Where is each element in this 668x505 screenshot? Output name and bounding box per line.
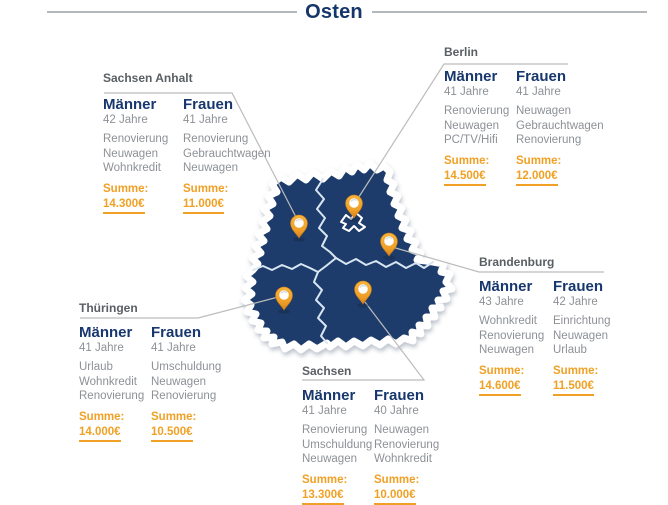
interest-item: Wohnkredit (374, 453, 432, 465)
region-panel-sachsen (302, 364, 439, 505)
region-name: Brandenburg (479, 255, 555, 269)
interest-item: Wohnkredit (79, 375, 137, 388)
region-columns (479, 279, 611, 396)
summe-value-wrap (516, 168, 604, 186)
group-interests (79, 360, 145, 404)
summe-label: Summe: (444, 154, 490, 167)
interest-item: Renovierung (444, 105, 510, 117)
group-age: 41 Jahre (151, 342, 196, 354)
group-column-maenner (302, 387, 373, 505)
region-name: Thüringen (79, 301, 138, 315)
group-age: 42 Jahre (103, 114, 148, 126)
summe-label: Summe: (103, 182, 149, 195)
group-age: 41 Jahre (79, 342, 124, 354)
summe-value-wrap (151, 424, 221, 442)
interest-item: Neuwagen (516, 105, 571, 117)
interest-item: Renovierung (374, 438, 440, 451)
summe-label: Summe: (79, 410, 125, 423)
summe-value-wrap (183, 196, 271, 214)
group-label: Frauen (183, 96, 234, 113)
group-column-maenner (79, 324, 145, 442)
region-panel-brandenburg (479, 255, 611, 396)
summe-value: 10.000€ (374, 488, 416, 505)
interest-item: Neuwagen (302, 453, 357, 465)
interest-item: Neuwagen (183, 162, 238, 174)
summe-label: Summe: (151, 410, 197, 423)
group-age: 40 Jahre (374, 405, 419, 417)
group-interests (103, 132, 173, 176)
region-columns (444, 69, 604, 186)
group-label: Frauen (516, 68, 567, 85)
summe-value-wrap (79, 424, 141, 442)
map-outline (244, 163, 452, 350)
interest-item: Renovierung (479, 329, 545, 342)
interest-item: Wohnkredit (103, 162, 161, 174)
interest-item: Umschuldung (302, 438, 373, 451)
interest-item: Gebrauchtwagen (516, 119, 604, 132)
interest-item: PC/TV/Hifi (444, 134, 498, 146)
group-label: Männer (103, 96, 157, 113)
group-label: Frauen (553, 278, 604, 295)
interest-item: Neuwagen (374, 424, 429, 436)
region-columns (79, 325, 221, 442)
map-east-germany (244, 163, 452, 350)
interest-item: Renovierung (151, 390, 217, 402)
interest-item: Neuwagen (444, 119, 499, 132)
group-age: 41 Jahre (183, 114, 228, 126)
summe-label: Summe: (302, 473, 348, 486)
group-label: Frauen (151, 324, 202, 341)
interest-item: Wohnkredit (479, 315, 537, 327)
interest-item: Renovierung (516, 134, 582, 146)
region-columns (103, 97, 271, 214)
interest-item: Neuwagen (103, 147, 158, 160)
group-age: 41 Jahre (302, 405, 347, 417)
region-panel-thueringen (79, 301, 221, 442)
group-age: 43 Jahre (479, 296, 524, 308)
interest-item: Urlaub (79, 361, 113, 373)
region-columns (302, 388, 439, 505)
interest-item: Einrichtung (553, 315, 611, 327)
group-interests (183, 132, 271, 176)
interest-item: Renovierung (79, 390, 145, 402)
summe-value: 14.300€ (103, 197, 145, 214)
summe-value-wrap (479, 378, 543, 396)
group-label: Männer (79, 324, 133, 341)
summe-value-wrap (103, 196, 173, 214)
group-column-frauen (553, 279, 611, 396)
summe-value-wrap (553, 378, 611, 396)
interest-item: Neuwagen (151, 375, 206, 388)
summe-label: Summe: (479, 364, 525, 377)
summe-value: 14.500€ (444, 169, 486, 186)
summe-label: Summe: (553, 364, 599, 377)
group-interests (374, 423, 439, 467)
group-column-frauen (151, 325, 221, 442)
summe-value-wrap (374, 487, 439, 505)
summe-value-wrap (444, 168, 506, 186)
group-age: 41 Jahre (516, 86, 561, 98)
page-title: Osten (305, 1, 363, 23)
group-label: Männer (444, 68, 498, 85)
region-name: Berlin (444, 45, 479, 59)
region-panel-berlin (444, 45, 604, 186)
group-interests (479, 314, 543, 358)
summe-value: 10.500€ (151, 425, 193, 442)
group-column-frauen (183, 97, 271, 214)
group-age: 42 Jahre (553, 296, 598, 308)
group-column-frauen (516, 69, 604, 186)
interest-item: Renovierung (103, 133, 169, 145)
group-column-maenner (444, 68, 510, 186)
group-interests (553, 314, 611, 358)
group-column-maenner (479, 279, 543, 396)
summe-value: 13.300€ (302, 488, 344, 505)
region-name: Sachsen Anhalt (103, 71, 193, 85)
summe-value: 14.000€ (79, 425, 121, 442)
group-column-frauen (374, 388, 439, 505)
group-interests (516, 104, 604, 148)
region-panel-sachsen-anhalt (103, 71, 271, 214)
summe-value-wrap (302, 487, 364, 505)
summe-value: 11.000€ (183, 197, 224, 214)
group-age: 41 Jahre (444, 86, 489, 98)
interest-item: Gebrauchtwagen (183, 147, 271, 160)
interest-item: Renovierung (302, 424, 368, 436)
summe-label: Summe: (183, 182, 229, 195)
group-column-maenner (103, 97, 173, 214)
group-label: Männer (479, 278, 533, 295)
summe-value: 14.600€ (479, 379, 521, 396)
interest-item: Urlaub (553, 344, 587, 356)
interest-item: Renovierung (183, 133, 249, 145)
summe-label: Summe: (374, 473, 420, 486)
interest-item: Neuwagen (479, 344, 534, 356)
summe-value: 11.500€ (553, 379, 594, 396)
group-label: Männer (302, 387, 356, 404)
region-name: Sachsen (302, 364, 352, 378)
interest-item: Umschuldung (151, 361, 222, 373)
group-interests (151, 360, 221, 404)
group-label: Frauen (374, 387, 425, 404)
group-interests (302, 423, 373, 467)
summe-label: Summe: (516, 154, 562, 167)
group-interests (444, 104, 510, 148)
interest-item: Neuwagen (553, 329, 608, 342)
summe-value: 12.000€ (516, 169, 558, 186)
